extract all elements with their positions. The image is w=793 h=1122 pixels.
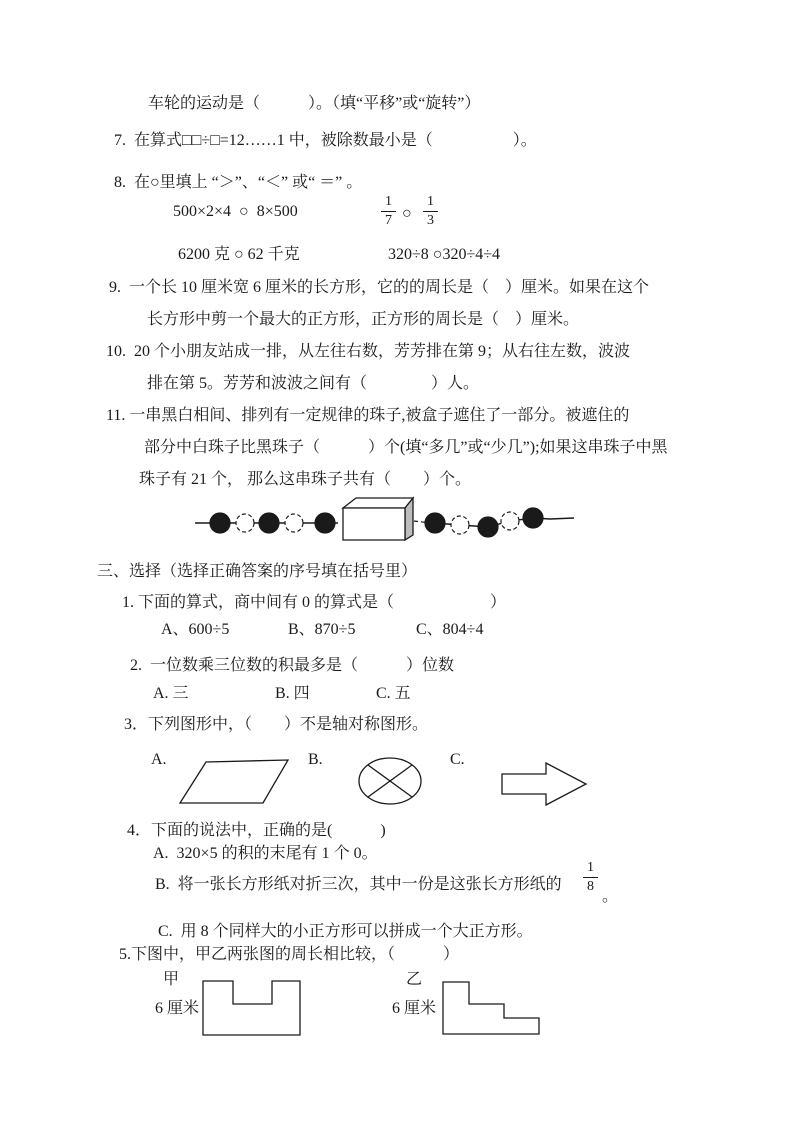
q6-tail-line: 车轮的运动是（ ）。（填“平移”或“旋转”） — [148, 95, 481, 112]
q9-line2: 长方形中剪一个最大的正方形，正方形的周长是（ ）厘米。 — [147, 311, 580, 328]
fraction-denominator: 3 — [427, 213, 434, 228]
q7-text: 7. 在算式□□÷□=12……1 中，被除数最小是（ ）。 — [114, 132, 537, 149]
choice-q2-option-c: C. 五 — [376, 685, 411, 702]
parallelogram-figure — [178, 757, 290, 807]
fraction-one-third — [423, 195, 438, 228]
compare-circle: ○ — [402, 205, 412, 222]
shape-jia-figure — [202, 978, 303, 1037]
black-bead — [425, 513, 445, 533]
fraction-numerator: 1 — [583, 861, 598, 878]
fraction-one-seventh — [381, 195, 396, 228]
q8-expression-row2-right: 320÷8 ○320÷4÷4 — [388, 246, 501, 263]
q11-line3: 珠子有 21 个， 那么这串珠子共有（ ）个。 — [139, 471, 472, 488]
fraction-numerator: 1 — [381, 195, 396, 212]
choice-q4-option-b: B. 将一张长方形纸对折三次，其中一份是这张长方形纸的 — [155, 876, 562, 893]
choice-q3-label-c: C. — [450, 751, 465, 768]
box-top-face — [343, 498, 413, 508]
arrow-figure — [500, 760, 590, 808]
black-bead — [315, 513, 335, 533]
black-bead — [259, 513, 279, 533]
choice-q2-option-a: A. 三 — [153, 685, 189, 702]
choice-section-heading: 三、选择（选择正确答案的序号填在括号里） — [97, 563, 418, 580]
white-bead — [236, 514, 254, 532]
choice-q3-label-b: B. — [308, 751, 323, 768]
choice-q4-option-a: A. 320×5 的积的末尾有 1 个 0。 — [153, 845, 378, 862]
q8-expression-row2-left: 6200 克 ○ 62 千克 — [178, 246, 300, 263]
shape-yi-outline — [443, 982, 539, 1034]
choice-q4-option-c: C. 用 8 个同样大的小正方形可以拼成一个大正方形。 — [158, 923, 533, 940]
choice-q4: 4．下面的说法中，正确的是( ) — [127, 822, 386, 839]
fraction-denominator: 7 — [385, 213, 392, 228]
white-bead — [285, 514, 303, 532]
q9-line1: 9. 一个长 10 厘米宽 6 厘米的长方形，它的的周长是（ ）厘米。如果在这个 — [109, 279, 650, 296]
black-bead — [478, 517, 498, 537]
parallelogram-shape — [180, 760, 288, 803]
black-bead — [523, 508, 543, 528]
q10-line1: 10. 20 个小朋友站成一排，从左往右数，芳芳排在第 9；从右往左数，波波 — [106, 343, 631, 360]
choice-q1: 1. 下面的算式，商中间有 0 的算式是（ ） — [122, 594, 507, 611]
shape-jia-outline — [203, 981, 300, 1035]
white-bead — [451, 516, 469, 534]
choice-q1-option-a: A、600÷5 — [161, 621, 230, 638]
black-bead — [210, 513, 230, 533]
box-front-face — [343, 508, 405, 540]
q8-expression-row1: 500×2×4 ○ 8×500 — [173, 203, 298, 220]
fraction-denominator: 8 — [587, 879, 594, 894]
arrow-shape — [502, 763, 586, 805]
fraction-one-eighth — [583, 861, 598, 894]
fig5-yi-label: 乙 — [406, 971, 423, 988]
q4-option-b-period: 。 — [602, 888, 619, 905]
q8-text: 8. 在○里填上 “＞”、“＜” 或“ ＝” 。 — [114, 174, 363, 191]
choice-q2-option-b: B. 四 — [275, 685, 310, 702]
choice-q5: 5.下图中，甲乙两张图的周长相比较，（ ） — [119, 946, 460, 963]
q10-line2: 排在第 5。芳芳和波波之间有（ ）人。 — [147, 375, 480, 392]
fig5-yi-dimension: 6 厘米 — [392, 1000, 437, 1017]
fig5-jia-dimension: 6 厘米 — [155, 1000, 200, 1017]
choice-q1-option-b: B、870÷5 — [288, 621, 356, 638]
white-bead — [501, 512, 519, 530]
q11-line1: 11. 一串黑白相间、排列有一定规律的珠子,被盒子遮住了一部分。被遮住的 — [106, 407, 630, 424]
circle-x-figure — [357, 755, 425, 807]
fraction-numerator: 1 — [423, 195, 438, 212]
choice-q2: 2. 一位数乘三位数的积最多是（ ）位数 — [130, 657, 455, 674]
fig5-jia-label: 甲 — [163, 971, 180, 988]
choice-q1-option-c: C、804÷4 — [416, 621, 484, 638]
q11-line2: 部分中白珠子比黑珠子（ ）个(填“多几”或“少几”);如果这串珠子中黑 — [144, 439, 668, 456]
beads-figure — [188, 492, 583, 554]
choice-q3-label-a: A. — [151, 751, 167, 768]
choice-q3: 3．下列图形中，（ ）不是轴对称图形。 — [124, 716, 429, 733]
shape-yi-figure — [441, 978, 542, 1037]
